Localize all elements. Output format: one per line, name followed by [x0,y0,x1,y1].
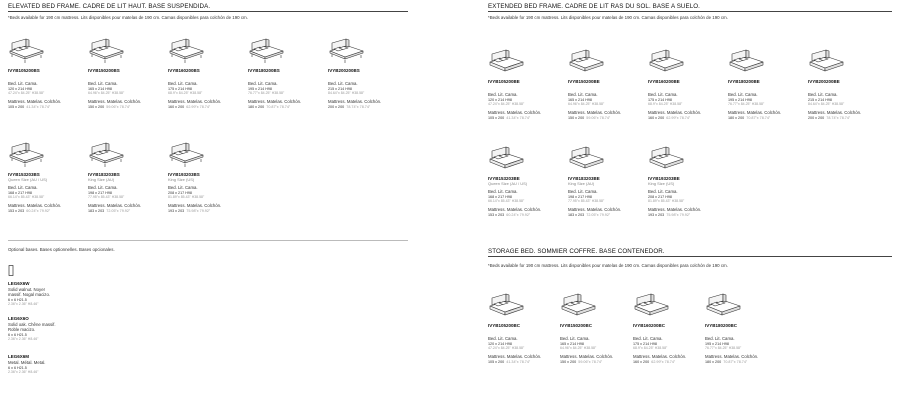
product-size-label [648,84,712,89]
product-code: IVYB180200BE [728,79,760,84]
product-code: IVYB160200BE [648,79,680,84]
bed-dimensions: 175 x 214 H98 [633,342,657,346]
mattress-size: 193 x 203 [168,209,185,213]
bed-illustration [705,293,743,321]
product-size-label [568,84,632,89]
product-code: IVYB200200BE [808,79,840,84]
mattress-size-inch: 41.34"x 78.74" [506,116,531,120]
bed-illustration [168,142,206,170]
storage-section-title: STORAGE BED. SOMMIER COFFRE. BASE CONTENEDOR. [488,248,665,255]
bed-label: Bed. Lit. Cama. [705,336,735,341]
bed-label: Bed. Lit. Cama. [648,189,678,194]
leg-option [8,316,88,341]
bed-dimensions: 120 x 214 H98 [488,98,512,102]
bed-icon [648,49,686,77]
bed-illustration [328,38,366,66]
product-size-label [168,73,232,78]
product-card [633,293,697,364]
mattress-size-inch: 75.98"x 79.92" [666,213,691,217]
bed-dimensions-inch: 76.77"x 84.25" H38.58" [728,102,765,106]
bed-dimensions-inch: 64.96"x 84.25" H38.58" [560,346,597,350]
product-code: IVYB160200BS [168,68,200,73]
mattress-size-inch: 60.24"x 79.92" [506,213,531,217]
leg-option [8,263,88,306]
bed-label: Bed. Lit. Cama. [568,189,598,194]
bed-dimensions: 165 x 214 H98 [88,87,112,91]
mattress-label: Mattress. Matelas. Colchón. [633,354,687,359]
product-code: IVYB105200BS [8,68,40,73]
bed-label: Bed. Lit. Cama. [8,81,38,86]
bed-dimensions: 195 x 214 H98 [728,98,752,102]
mattress-label: Mattress. Matelas. Colchón. [88,203,142,208]
bed-dimensions: 195 x 214 H98 [705,342,729,346]
product-card [568,49,632,120]
bed-label: Bed. Lit. Cama. [728,92,758,97]
leg-desc-1: Solid walnut. Noyer [8,287,46,292]
bed-dimensions-inch: 68.9"x 84.25" H38.58" [633,346,668,350]
bed-illustration [488,49,526,77]
product-code: IVYB193203BS [168,172,200,177]
mattress-size: 183 x 203 [568,213,585,217]
mattress-label: Mattress. Matelas. Colchón. [8,203,62,208]
bed-icon [168,38,206,66]
bed-dimensions-inch: 66.14"x 85.43" H38.58" [488,199,525,203]
mattress-size-inch: 78.74"x 78.74" [826,116,851,120]
mattress-dimensions [488,116,552,120]
bed-icon [88,38,126,66]
mattress-size-inch: 78.74"x 78.74" [346,105,371,109]
product-code: IVYB180200BS [248,68,280,73]
product-size-label [248,73,312,78]
product-card [560,293,624,364]
mattress-dimensions [633,360,697,364]
leg-dimensions: 6 x 6 H21.5 [8,333,27,338]
product-card [488,293,552,364]
leg-desc-1: Solid oak. Chêne massif. [8,322,56,327]
mattress-size: 193 x 203 [648,213,665,217]
bed-illustration [808,49,846,77]
bed-label: Bed. Lit. Cama. [168,185,198,190]
product-card [88,38,152,109]
bed-label: Bed. Lit. Cama. [648,92,678,97]
mattress-size: 183 x 203 [88,209,105,213]
product-code: IVYB153203BE [488,176,520,181]
mattress-size: 153 x 203 [8,209,25,213]
mattress-dimensions [88,105,152,109]
mattress-size-inch: 59.06"x 78.74" [578,360,603,364]
product-code: IVYB200200BS [328,68,360,73]
bed-dimensions: 208 x 217 H98 [168,191,192,195]
product-code: IVYB105200BE [488,79,520,84]
mattress-size-inch: 72.05"x 79.92" [106,209,131,213]
bed-dimensions-inch: 47.24"x 84.25" H38.58" [8,91,45,95]
mattress-dimensions [248,105,312,109]
optional-bases-title: Optional bases. Bases optionnelles. Bases opcionales. [8,247,115,252]
leg-code: LEG6X6M [8,354,30,359]
mattress-size-inch: 70.87"x 78.74" [723,360,748,364]
bases-rule [8,240,408,241]
leg-desc-2: Roble macizo. [8,327,36,333]
extended-section-title: EXTENDED BED FRAME. CADRE DE LIT RAS DU SOL. BASE A SUELO. [488,3,700,10]
mattress-size-inch: 62.99"x 78.74" [186,105,211,109]
bed-dimensions: 198 x 217 H98 [568,195,592,199]
mattress-size-inch: 70.87"x 78.74" [746,116,771,120]
bed-dimensions-inch: 68.9"x 84.25" H38.58" [648,102,683,106]
product-size-label: King Size (US) [168,177,195,182]
mattress-size: 160 x 200 [168,105,185,109]
mattress-label: Mattress. Matelas. Colchón. [568,207,622,212]
product-size-label: Queen Size (AU / US) [488,181,528,186]
bed-illustration [248,38,286,66]
bed-icon [88,142,126,170]
bed-dimensions: 120 x 214 H98 [8,87,32,91]
mattress-dimensions [808,116,872,120]
bed-illustration [8,142,46,170]
bed-label: Bed. Lit. Cama. [88,185,118,190]
mattress-label: Mattress. Matelas. Colchón. [648,207,702,212]
product-size-label [808,84,872,89]
bed-dimensions: 215 x 214 H98 [808,98,832,102]
bed-dimensions-inch: 66.14"x 85.43" H38.58" [8,195,45,199]
bed-dimensions: 165 x 214 H98 [560,342,584,346]
product-size-label: King Size (US) [648,181,675,186]
wood-leg-icon [8,265,14,276]
product-card [248,38,312,109]
mattress-size-inch: 60.24"x 79.92" [26,209,51,213]
bed-dimensions: 215 x 214 H98 [328,87,352,91]
bed-dimensions: 175 x 214 H98 [648,98,672,102]
storage-section-note: *Beds available for 190 cm mattress. Lits disponibles pour matelas de 190 cm. Camas disponibles para colchón de 190 cm. [488,263,728,268]
bed-icon [8,38,46,66]
product-code: IVYB105200BC [488,323,521,328]
product-card [8,38,72,109]
product-size-label: King Size (AU) [568,181,595,186]
mattress-label: Mattress. Matelas. Colchón. [88,99,142,104]
mattress-size-inch: 62.99"x 78.74" [666,116,691,120]
bed-illustration [728,49,766,77]
bed-label: Bed. Lit. Cama. [488,189,518,194]
bed-dimensions: 208 x 217 H98 [648,195,672,199]
leg-dimensions: 6 x 6 H21.5 [8,366,27,371]
product-card [808,49,872,120]
mattress-dimensions [648,213,712,217]
bed-dimensions: 175 x 214 H98 [168,87,192,91]
bed-icon [328,38,366,66]
mattress-dimensions [488,360,552,364]
mattress-dimensions [648,116,712,120]
product-size-label [488,84,552,89]
product-code: IVYB183203BS [88,172,120,177]
bed-label: Bed. Lit. Cama. [488,92,518,97]
bed-icon [568,146,606,174]
bed-icon [488,49,526,77]
mattress-label: Mattress. Matelas. Colchón. [560,354,614,359]
mattress-dimensions [88,209,152,213]
mattress-size: 180 x 200 [705,360,722,364]
bed-illustration [568,49,606,77]
mattress-size-inch: 59.06"x 78.74" [586,116,611,120]
mattress-size-inch: 75.98"x 79.92" [186,209,211,213]
bed-illustration [488,293,526,321]
bed-dimensions: 165 x 214 H98 [568,98,592,102]
mattress-label: Mattress. Matelas. Colchón. [248,99,302,104]
product-card [648,146,712,217]
leg-dimensions: 6 x 6 H21.5 [8,298,27,303]
extended-section-note: *Beds available for 190 cm mattress. Lits disponibles pour matelas de 190 cm. Camas disponibles para colchón de 190 cm. [488,15,728,20]
bed-icon [560,293,598,321]
bed-dimensions-inch: 77.95"x 85.43" H38.58" [88,195,125,199]
bed-dimensions-inch: 84.64"x 84.25" H38.58" [808,102,845,106]
mattress-size-inch: 72.05"x 79.92" [586,213,611,217]
bed-icon [248,38,286,66]
mattress-label: Mattress. Matelas. Colchón. [808,110,862,115]
mattress-label: Mattress. Matelas. Colchón. [568,110,622,115]
bed-illustration [168,38,206,66]
bed-dimensions-inch: 76.77"x 84.25" H38.58" [248,91,285,95]
product-card [328,38,392,109]
mattress-label: Mattress. Matelas. Colchón. [168,99,222,104]
mattress-size: 160 x 200 [633,360,650,364]
mattress-size-inch: 59.06"x 78.74" [106,105,131,109]
product-size-label [8,73,72,78]
bed-illustration [568,146,606,174]
bed-icon [8,142,46,170]
mattress-label: Mattress. Matelas. Colchón. [168,203,222,208]
bed-dimensions: 198 x 217 H98 [88,191,112,195]
mattress-size: 105 x 200 [488,116,505,120]
bed-illustration [633,293,671,321]
mattress-size-inch: 41.34"x 78.74" [506,360,531,364]
product-card [648,49,712,120]
bed-dimensions-inch: 77.95"x 85.43" H38.58" [568,199,605,203]
bed-dimensions-inch: 81.89"x 85.43" H38.58" [168,195,205,199]
bed-icon [648,146,686,174]
mattress-label: Mattress. Matelas. Colchón. [328,99,382,104]
bed-dimensions: 168 x 217 H98 [8,191,32,195]
product-card [488,146,552,217]
product-code: IVYB183203BE [568,176,600,181]
mattress-size: 200 x 200 [808,116,825,120]
mattress-size: 200 x 200 [328,105,345,109]
bed-label: Bed. Lit. Cama. [560,336,590,341]
bed-label: Bed. Lit. Cama. [568,92,598,97]
bed-label: Bed. Lit. Cama. [248,81,278,86]
bed-icon [168,142,206,170]
product-code: IVYB180200BC [705,323,738,328]
product-card [8,142,72,213]
product-code: IVYB150200BS [88,68,120,73]
product-card [88,142,152,213]
product-card [488,49,552,120]
mattress-dimensions [728,116,792,120]
bed-label: Bed. Lit. Cama. [328,81,358,86]
mattress-dimensions [168,209,232,213]
bed-label: Bed. Lit. Cama. [808,92,838,97]
bed-label: Bed. Lit. Cama. [88,81,118,86]
product-size-label: Queen Size (AU / US) [8,177,48,182]
product-size-label [328,73,392,78]
bed-label: Bed. Lit. Cama. [488,336,518,341]
bed-illustration [648,49,686,77]
product-size-label [705,328,769,333]
elevated-section-note: *Beds available for 190 cm mattress. Lits disponibles pour matelas de 190 cm. Camas disponibles para colchón de 190 cm. [8,15,248,20]
bed-dimensions-inch: 47.24"x 84.25" H38.58" [488,102,525,106]
bed-dimensions-inch: 68.9"x 84.25" H38.58" [168,91,203,95]
bed-dimensions-inch: 64.96"x 84.25" H38.58" [88,91,125,95]
bed-icon [728,49,766,77]
bed-icon [705,293,743,321]
bed-label: Bed. Lit. Cama. [633,336,663,341]
product-size-label [488,328,552,333]
bed-illustration [8,38,46,66]
mattress-label: Mattress. Matelas. Colchón. [488,110,542,115]
mattress-dimensions [488,213,552,217]
mattress-label: Mattress. Matelas. Colchón. [488,354,542,359]
mattress-size: 153 x 203 [488,213,505,217]
product-size-label: King Size (AU) [88,177,115,182]
storage-section-rule [488,256,892,257]
mattress-dimensions [168,105,232,109]
bed-label: Bed. Lit. Cama. [168,81,198,86]
bed-illustration [88,142,126,170]
mattress-size: 150 x 200 [88,105,105,109]
product-code: IVYB153203BS [8,172,40,177]
mattress-size: 150 x 200 [568,116,585,120]
mattress-size-inch: 41.34"x 78.74" [26,105,51,109]
leg-dimensions-inch: 2.36"x 2.36" H8.46" [8,370,39,375]
product-card [168,38,232,109]
product-size-label [88,73,152,78]
bed-dimensions: 168 x 217 H98 [488,195,512,199]
bed-dimensions-inch: 64.96"x 84.25" H38.58" [568,102,605,106]
mattress-dimensions [8,105,72,109]
leg-dimensions-inch: 2.36"x 2.36" H8.46" [8,302,39,307]
bed-dimensions-inch: 81.89"x 85.43" H38.58" [648,199,685,203]
mattress-label: Mattress. Matelas. Colchón. [728,110,782,115]
product-size-label [633,328,697,333]
bed-dimensions-inch: 76.77"x 84.25" H38.58" [705,346,742,350]
bed-dimensions-inch: 47.24"x 84.25" H38.58" [488,346,525,350]
mattress-label: Mattress. Matelas. Colchón. [648,110,702,115]
bed-icon [568,49,606,77]
leg-desc-1: Metal. Métal. Metal. [8,360,46,365]
leg-option [8,354,88,374]
product-card [568,146,632,217]
mattress-dimensions [328,105,392,109]
product-size-label [728,84,792,89]
bed-illustration [488,146,526,174]
bed-icon [633,293,671,321]
product-code: IVYB160200BC [633,323,666,328]
product-code: IVYB150200BE [568,79,600,84]
mattress-label: Mattress. Matelas. Colchón. [705,354,759,359]
mattress-dimensions [8,209,72,213]
bed-icon [488,293,526,321]
mattress-label: Mattress. Matelas. Colchón. [8,99,62,104]
mattress-dimensions [560,360,624,364]
product-card [705,293,769,364]
mattress-dimensions [705,360,769,364]
product-card [728,49,792,120]
leg-dimensions-inch: 2.36"x 2.36" H8.46" [8,337,39,342]
bed-illustration [88,38,126,66]
mattress-dimensions [568,116,632,120]
bed-icon [808,49,846,77]
bed-icon [488,146,526,174]
mattress-size-inch: 70.87"x 78.74" [266,105,291,109]
product-code: IVYB150200BC [560,323,593,328]
bed-illustration [648,146,686,174]
mattress-size: 105 x 200 [488,360,505,364]
bed-dimensions: 120 x 214 H98 [488,342,512,346]
leg-desc-2: massif. Nogal macizo. [8,292,51,298]
bed-illustration [560,293,598,321]
product-size-label [560,328,624,333]
extended-section-rule [488,11,892,12]
mattress-size: 180 x 200 [248,105,265,109]
bed-dimensions: 195 x 214 H98 [248,87,272,91]
leg-code: LEG6X6O [8,316,29,321]
elevated-section-rule [8,11,408,12]
mattress-size-inch: 62.99"x 78.74" [651,360,676,364]
leg-code: LEG6X6W [8,281,30,286]
mattress-size: 105 x 200 [8,105,25,109]
mattress-dimensions [568,213,632,217]
mattress-size: 180 x 200 [728,116,745,120]
elevated-section-title: ELEVATED BED FRAME. CADRE DE LIT HAUT. BASE SUSPENDIDA. [8,3,211,10]
mattress-size: 150 x 200 [560,360,577,364]
mattress-label: Mattress. Matelas. Colchón. [488,207,542,212]
product-code: IVYB193203BE [648,176,680,181]
bed-dimensions-inch: 84.64"x 84.25" H38.58" [328,91,365,95]
bed-label: Bed. Lit. Cama. [8,185,38,190]
mattress-size: 160 x 200 [648,116,665,120]
product-card [168,142,232,213]
